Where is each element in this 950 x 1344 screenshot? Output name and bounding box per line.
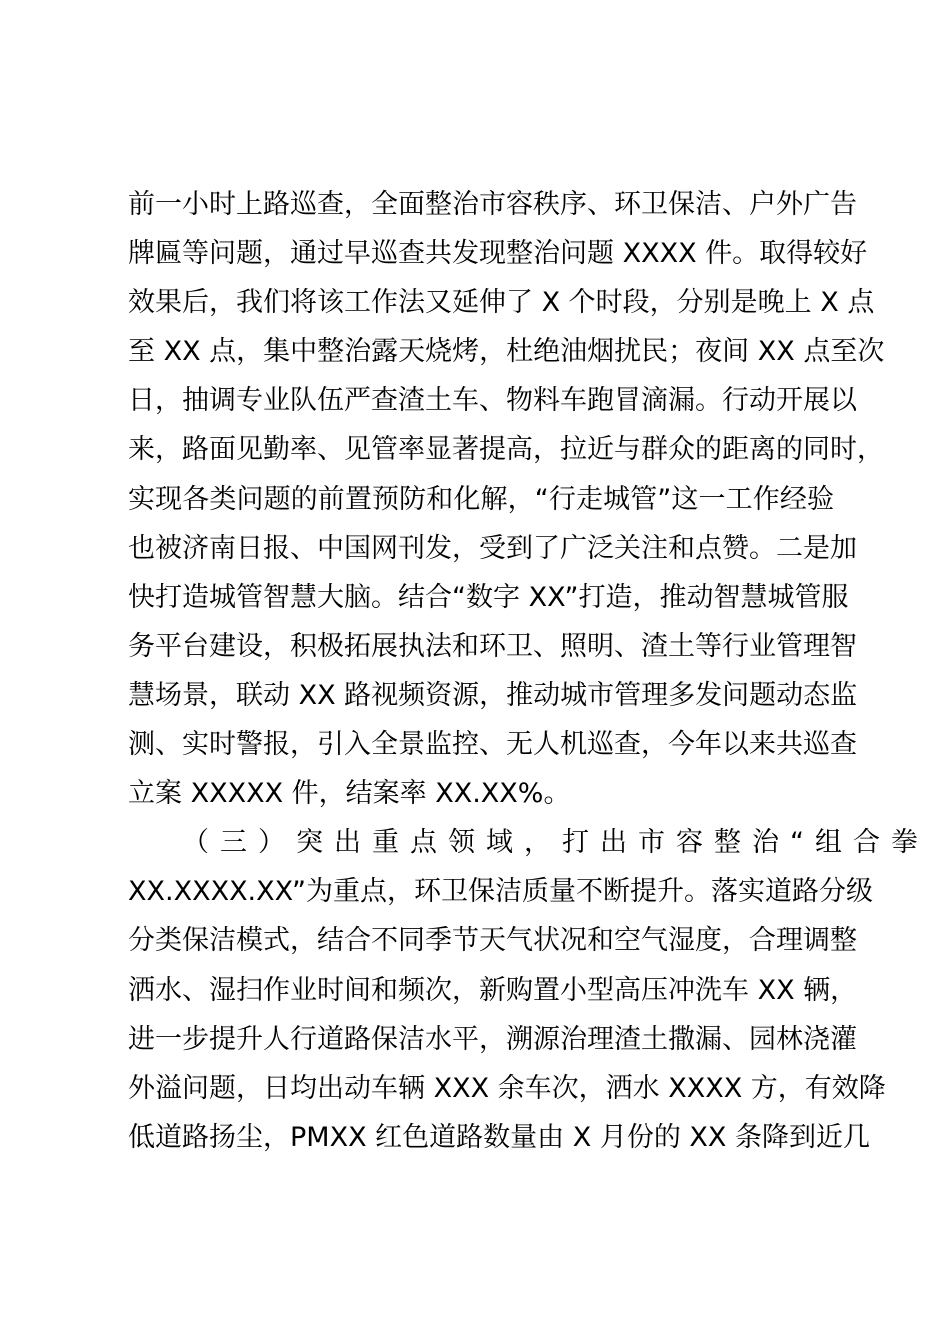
text-line: 至 XX 点，集中整治露天烧烤，杜绝油烟扰民；夜间 XX 点至次	[128, 336, 885, 368]
text-line: 低道路扬尘，PMXX 红色道路数量由 X 月份的 XX 条降到近几	[128, 1121, 870, 1153]
text-line: 效果后，我们将该工作法又延伸了 X 个时段，分别是晚上 X 点	[128, 287, 875, 319]
text-line: 来，路面见勤率、见管率显著提高，拉近与群众的距离的同时，	[128, 434, 884, 466]
text-line: 洒水、湿扫作业时间和频次，新购置小型高压冲洗车 XX 辆，	[128, 974, 858, 1006]
text-line: 慧场景，联动 XX 路视频资源，推动城市管理多发问题动态监	[128, 679, 858, 711]
text-line: 实现各类问题的前置预防和化解，“行走城管”这一工作经验	[128, 483, 834, 515]
text-line: 立案 XXXXX 件，结案率 XX.XX%。	[128, 778, 571, 810]
text-line: 进一步提升人行道路保洁水平，溯源治理渣土撒漏、园林浇灌	[128, 1023, 857, 1055]
text-line: XX.XXXX.XX”为重点，环卫保洁质量不断提升。落实道路分级	[128, 876, 874, 908]
text-line: 测、实时警报，引入全景监控、无人机巡查，今年以来共巡查	[128, 729, 857, 761]
text-line: 牌匾等问题，通过早巡查共发现整治问题 XXXX 件。取得较好	[128, 238, 868, 270]
text-line: 也被济南日报、中国网刊发，受到了广泛关注和点赞。二是加	[128, 532, 857, 564]
text-line: 日，抽调专业队伍严查渣土车、物料车跑冒滴漏。行动开展以	[128, 385, 857, 417]
text-line: 快打造城管智慧大脑。结合“数字 XX”打造，推动智慧城管服	[128, 581, 849, 613]
text-line: 前一小时上路巡查，全面整治市容秩序、环卫保洁、户外广告	[128, 189, 857, 220]
text-line: 分类保洁模式，结合不同季节天气状况和空气湿度，合理调整	[128, 925, 857, 957]
text-line: 外溢问题，日均出动车辆 XXX 余车次，洒水 XXXX 方，有效降	[128, 1072, 886, 1104]
body-text	[128, 180, 929, 1162]
text-line: 务平台建设，积极拓展执法和环卫、照明、渣土等行业管理智	[128, 630, 857, 662]
section-heading-line: （三）突出重点领域，打出市容整治“组合拳	[182, 827, 929, 859]
